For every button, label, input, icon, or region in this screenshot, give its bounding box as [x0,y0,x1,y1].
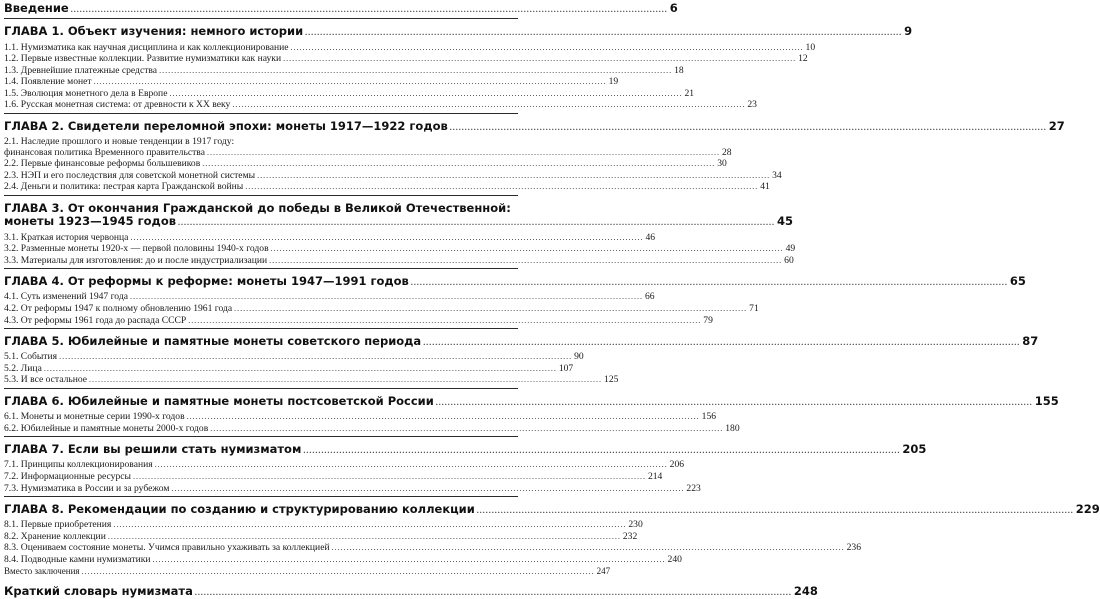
toc-item-label: 5.2. Лица [4,362,42,374]
toc-item-label: 2.1. Наследие прошлого и новые тенденции в 1917 году: [4,136,235,148]
toc-item-label: 4.1. Суть изменений 1947 года [4,291,128,303]
toc-item-label: 1.5. Эволюция монетного дела в Европе [4,87,168,99]
dot-leader: ........................................................................................................................................................................... [59,352,573,362]
toc-page-number: 230 [628,519,643,531]
chapter-title: ГЛАВА 8. Рекомендации по созданию и структурированию коллекции [4,501,475,516]
chapter-title: монеты 1923—1945 годов [4,214,177,229]
toc-item [4,530,638,542]
toc-item-label: 1.6. Русская монетная система: от древности к XX веку [4,99,231,111]
toc-item [4,351,584,363]
toc-page-number: 18 [674,64,684,76]
dot-leader: ....................................................................................................................................................................................................... [178,218,776,228]
toc-item [4,470,663,482]
divider [4,328,518,329]
toc-page-number: 21 [684,87,695,99]
toc-item-label: финансовая политика Временного правительства [4,146,205,158]
toc-item-label: 6.1. Монеты и монетные серии 1990-х годов [4,411,185,423]
toc-item [4,146,732,158]
toc-chapter-3 [4,214,794,229]
dot-leader: ........................................................................................................................................................................... [159,65,673,75]
dot-leader: ........................................................................................................................................................................... [169,88,683,98]
toc-item [4,362,574,374]
dot-leader: ....................................................................................................................................................................................................... [194,588,792,597]
dot-leader: ........................................................................................................................................................................... [171,483,685,493]
toc-page-number: 156 [701,411,717,423]
toc-page-number: 45 [777,214,794,229]
toc-item-label: Вместо заключения [4,565,80,576]
toc-page-number: 66 [644,291,655,303]
dot-leader: ........................................................................................................................................................................... [331,543,845,553]
toc-page-number: 19 [608,76,619,88]
toc-page-number: 206 [669,459,685,471]
toc-item-label: 3.3. Материалы для изготовления: до и после индустриализации [4,254,268,266]
dot-leader: ........................................................................................................................................................................... [232,100,746,110]
dot-leader: ........................................................................................................................................................................... [152,554,666,564]
dot-leader: ....................................................................................................................................................................................................... [435,397,1033,407]
toc-item-label: 7.3. Нумизматика в России и за рубежом [4,482,170,494]
toc-item [4,41,816,53]
divider [4,18,518,19]
toc-item [4,459,685,471]
toc-page-number: 27 [1048,118,1065,133]
toc-item-conclusion [4,565,611,576]
dot-leader: ........................................................................................................................................................................... [234,304,748,313]
chapter-title: ГЛАВА 1. Объект изучения: немного истории [4,24,304,39]
dot-leader: ........................................................................................................................................................................... [269,255,783,265]
chapter-title: ГЛАВА 5. Юбилейные и памятные монеты советского периода [4,333,422,348]
toc-item-label: 3.1. Краткая история червонца [4,231,129,243]
toc-item-label: 5.1. События [4,351,58,363]
dot-leader: ........................................................................................................................................................................... [154,460,668,470]
chapter-title: ГЛАВА 6. Юбилейные и памятные монеты постсоветской России [4,393,434,408]
toc-page-number: 180 [725,422,740,434]
toc-page-number: 232 [622,530,638,542]
toc-entry-intro [4,1,678,15]
toc-chapter-5 [4,333,1039,348]
toc-item [4,422,740,434]
toc-page-number: 46 [645,231,656,243]
toc-item [4,254,794,266]
toc-page-number: 9 [904,24,913,39]
toc-item-label: 5.3. И все остальное [4,374,88,386]
dot-leader: ....................................................................................................................................................................................................... [423,337,1021,347]
toc-page-number: 28 [721,146,732,158]
toc-item-label: 8.2. Хранение коллекции [4,530,106,542]
toc-chapter-6 [4,393,1059,408]
toc-entry-label: Краткий словарь нумизмата [4,584,193,598]
dot-leader: ........................................................................................................................................................................... [188,315,702,325]
dot-leader: ....................................................................................................................................................................................................... [410,278,1008,288]
toc-item-label: 2.2. Первые финансовые реформы большевиков [4,158,201,170]
toc-chapter-1 [4,24,913,39]
divider [4,195,518,196]
toc-item [4,374,619,386]
toc-item [4,158,727,170]
toc-item [4,482,701,494]
toc-item-label: 1.3. Древнейшие платежные средства [4,64,158,76]
toc-page-number: 125 [604,374,619,386]
toc-item-label: 1.4. Появление монет [4,76,92,88]
chapter-title: ГЛАВА 4. От реформы к реформе: монеты 1947—1991 годов [4,274,409,289]
toc-item-label: 2.4. Деньги и политика: пестрая карта Гражданской войны [4,181,244,193]
toc-item [4,87,695,99]
toc-item-label: 4.3. От реформы 1961 года до распада СССР [4,314,187,326]
divider [4,388,518,389]
dot-leader: ....................................................................................................................................................................................................... [449,122,1047,132]
toc-page-number: 214 [647,470,663,482]
toc-item [4,291,655,303]
divider [4,268,518,269]
chapter-title: ГЛАВА 3. От окончания Гражданской до победы в Великой Отечественной: [4,200,511,215]
toc-page-number: 248 [793,584,818,598]
toc-item [4,243,796,255]
toc-item-label: 1.2. Первые известные коллекции. Развитие нумизматики как науки [4,53,282,65]
toc-item [4,231,656,243]
toc-item [4,64,684,76]
toc-chapter-2 [4,118,1065,133]
toc-entry-label: Введение [4,1,69,15]
toc-page-number: 87 [1022,333,1039,348]
dot-leader: ........................................................................................................................................................................... [130,232,644,242]
toc-item [4,519,643,531]
dot-leader: ........................................................................................................................................................................... [186,412,700,422]
toc-item-label: 1.1. Нумизматика как научная дисциплина и как коллекционирование [4,41,289,53]
dot-leader: ........................................................................................................................................................................... [202,159,716,169]
toc-page-number: 65 [1009,274,1026,289]
toc-chapter-8 [4,501,1100,516]
toc-item-label: 7.1. Принципы коллекционирования [4,459,153,471]
toc-item-label: 6.2. Юбилейные и памятные монеты 2000-х годов [4,422,209,434]
toc-item-label: 2.3. НЭП и его последствия для советской монетной системы [4,169,256,181]
dot-leader: ........................................................................................................................................................................... [89,375,603,385]
dot-leader: ....................................................................................................................................................................................................... [303,446,901,455]
toc-item-label: 8.1. Первые приобретения [4,519,112,531]
dot-leader: ........................................................................................................................................................................... [283,54,797,64]
dot-leader: ....................................................................................................................................................................................................... [70,5,668,14]
dot-leader: ........................................................................................................................................................................... [43,363,557,373]
toc-item [4,181,770,193]
divider [4,436,518,437]
toc-page-number: 107 [558,362,574,374]
toc-page-number: 240 [667,553,682,565]
toc-page-number: 90 [574,351,584,363]
toc-item [4,314,713,326]
toc-page-number: 155 [1034,393,1059,408]
toc-page-number: 229 [1075,501,1100,516]
dot-leader: ........................................................................................................................................................................... [290,42,804,52]
toc-page-number: 12 [798,53,808,65]
toc-item [4,411,717,423]
toc-page-number: 71 [749,303,759,314]
toc-item-label: 8.4. Подводные камни нумизматики [4,553,151,565]
toc-item [4,542,861,554]
toc-page-number: 223 [686,482,701,494]
toc-page-number: 23 [747,99,757,111]
toc-item [4,99,757,111]
toc-item-label: 3.2. Разменные монеты 1920-х — первой половины 1940-х годов [4,243,269,255]
toc-item [4,169,782,181]
toc-page-number: 60 [784,254,794,266]
dot-leader: ........................................................................................................................................................................... [257,170,771,180]
toc-page-number: 49 [785,243,796,255]
toc-item [4,76,619,88]
dot-leader: ........................................................................................................................................................................... [270,244,784,254]
toc-item-label: 8.3. Оцениваем состояние монеты. Учимся правильно ухаживать за коллекцией [4,542,330,554]
toc-entry-glossary [4,584,818,598]
toc-chapter-4 [4,274,1026,289]
toc-page-number: 41 [760,181,770,193]
dot-leader: ........................................................................................................................................................................... [245,182,759,192]
dot-leader: ....................................................................................................................................................................................................... [476,505,1074,515]
toc-item-label: 7.2. Информационные ресурсы [4,470,131,482]
chapter-title: ГЛАВА 7. Если вы решили стать нумизматом [4,442,302,456]
chapter-title: ГЛАВА 2. Свидетели переломной эпохи: монеты 1917—1922 годов [4,118,448,133]
toc-chapter-7 [4,442,927,456]
toc-page-number: 6 [669,1,678,15]
dot-leader: ........................................................................................................................................................................... [107,531,621,541]
toc-page-number: 236 [846,542,861,554]
divider [4,496,518,497]
dot-leader: ........................................................................................................................................................................... [206,147,720,157]
dot-leader: ........................................................................................................................................................................... [132,471,646,481]
dot-leader: ....................................................................................................................................................................................................... [305,28,903,38]
toc-page-number: 34 [772,169,782,181]
divider [4,113,518,114]
dot-leader: ........................................................................................................................................................................... [113,520,627,530]
toc-page-number: 205 [902,442,927,456]
toc-page-number: 30 [717,158,727,170]
dot-leader: ........................................................................................................................................................................... [129,292,643,302]
toc-item [4,53,808,65]
toc-item-label: 4.2. От реформы 1947 к полному обновлению 1961 года [4,303,233,314]
toc-page-number: 79 [703,314,713,326]
toc-page-number: 247 [596,565,611,576]
toc-item [4,553,682,565]
toc-page-number: 10 [805,41,816,53]
dot-leader: ........................................................................................................................................................................... [210,423,724,433]
dot-leader: ........................................................................................................................................................................... [93,77,607,87]
dot-leader: ........................................................................................................................................................................... [81,566,595,576]
toc-item [4,303,759,314]
